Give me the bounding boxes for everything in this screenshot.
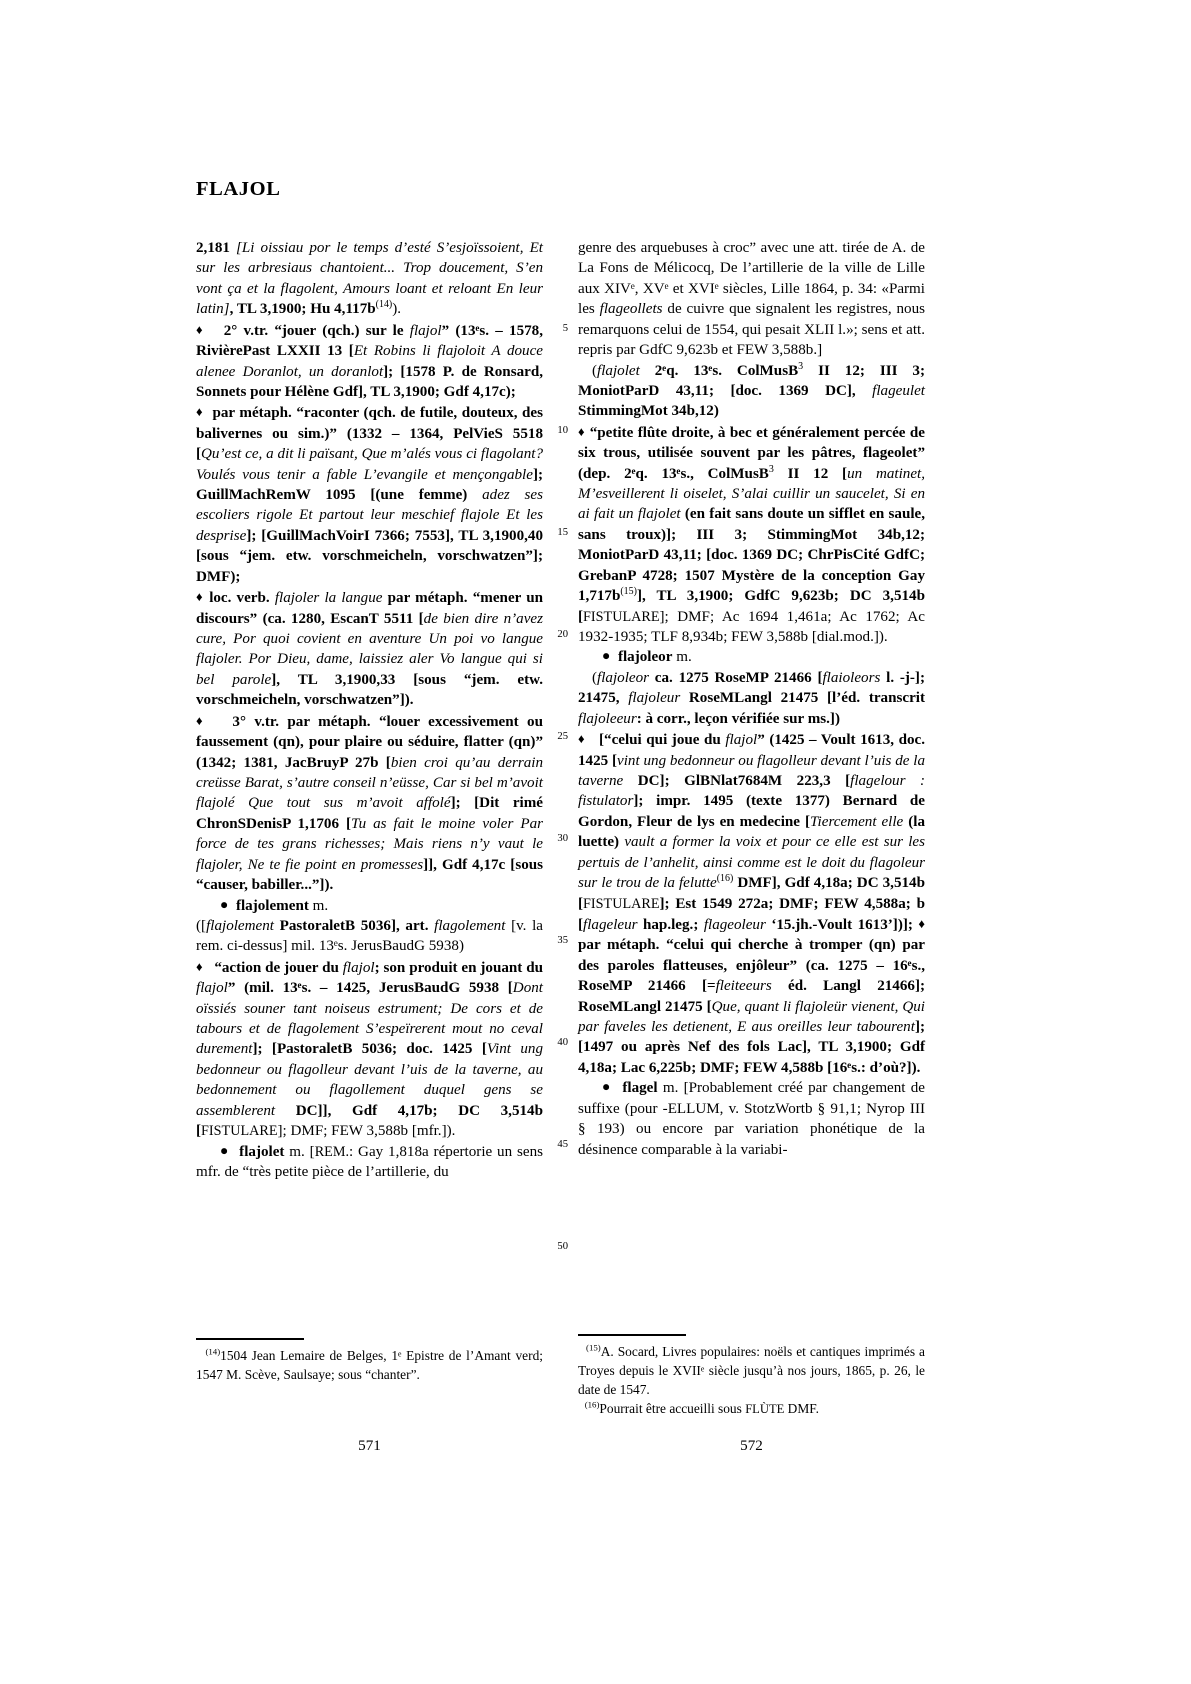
usage-label: par métaph.	[387, 590, 468, 607]
date-range: (mil. 13ᵉs. – 1425, JerusBaudG 5938 [	[244, 980, 513, 997]
paren-open: (	[592, 362, 598, 379]
definition: “action de jouer du	[214, 959, 343, 976]
definition: “louer excessivement ou faussement (qn), pour plaire ou séduire, flatter (qn)”	[196, 713, 543, 751]
diamond-icon: ♦	[196, 589, 205, 605]
remark-continuation	[578, 238, 925, 361]
quotation: de bien dire n’avez cure, Por quoi covient en aventure Un poi vo langue flajoler. Por Dieu, dame, laissiez aler Vo langue qui si bel parole	[196, 610, 543, 688]
footnote-marker: (16)	[584, 1399, 600, 1410]
footnote-marker: (14)	[205, 1346, 221, 1357]
sub-entry-flajolement	[196, 896, 543, 916]
line-number: 45	[557, 1139, 568, 1150]
source-refs: ]], Gdf 4,17c [sous “causer, babiller...”]).	[196, 856, 544, 894]
source-refs: PastoraletB 5036], art.	[273, 917, 435, 934]
bullet-icon: ●	[602, 1080, 612, 1096]
sub-entry-flajoleor	[578, 647, 925, 667]
source-refs: StimmingMot 34b,12)	[578, 403, 719, 420]
usage-label: par métaph.	[578, 937, 660, 954]
quotation: Que, quant li flajoleür vienent, Qui par faveles les detienent, E aus oreilles leur tabourent	[578, 998, 925, 1036]
line-number: 20	[557, 629, 568, 640]
page-title: FLAJOL	[196, 178, 281, 200]
sense-3-entry	[196, 711, 543, 896]
text-column-right	[578, 238, 925, 1160]
diamond-icon: ♦	[196, 404, 204, 420]
source-refs: ]; [GuillMachVoirI 7366; 7553], TL 3,1900,40 [sous “jem. etw. vorschmeicheln, vorschwatzen”]; DMF);	[196, 527, 543, 585]
source-refs: ]; [PastoraletB 5036; doc. 1425 [	[252, 1041, 487, 1058]
footnote-ref-14: (14)	[375, 299, 393, 311]
source-refs: DMF], Gdf 4,18a; DC 3,514b [	[578, 875, 925, 912]
remark-text: : Gay 1,818a répertorie un sens mfr. de “très petite pièce de l’artillerie, du	[196, 1143, 543, 1180]
source-refs: éd. Langl 21466]; RoseMLangl 21475 [	[578, 978, 925, 1015]
date-range: (ca. 1280, EscanT 5511 [	[262, 610, 424, 627]
line-number: 10	[557, 425, 568, 436]
source-refs: ]; GuillMachRemW 1095 [(une femme)	[196, 466, 543, 504]
cross-reference: FLÙTE	[745, 1402, 785, 1417]
sense-2-metaphor	[196, 402, 543, 587]
source-refs: ]; DMF; FEW 3,588b [mfr.]).	[277, 1123, 456, 1140]
flajoleor-forms	[578, 668, 925, 729]
flajolement-forms	[196, 916, 543, 957]
footnote-rule	[578, 1334, 686, 1336]
quotation: Qu’est ce, a dit li païsant, Que m’alés vous ci flagolant? Voulés vous tenir a fable L’evangile et mençongable	[196, 446, 543, 483]
diamond-icon: ♦	[578, 423, 586, 439]
source-refs: ca. 1275 RoseMP 21466 [	[649, 669, 823, 686]
definition: “petite flûte droite, à bec et généralement percée de six trous, utilisée souvent par les pâtres, flageolet”	[578, 424, 925, 462]
source-refs: [v. la rem. ci-dessus] mil. 13ᵉs. JerusBaudG 5938)	[196, 917, 543, 955]
quotation: Tiercement elle	[810, 813, 904, 830]
quotation: flagelour : fistulator	[578, 772, 925, 810]
page-number-right: 572	[740, 1438, 763, 1454]
date-range: (dep. 2ᵉq. 13ᵉs., ColMusB	[578, 465, 769, 482]
line-number: 35	[557, 935, 568, 946]
source-refs-2: ]; DMF; Ac 1694 1,461a; Ac 1762; Ac 1932-1935; TLF 8,934b; FEW 3,588b [dial.mod.]).	[578, 608, 925, 646]
date-range: (1332 – 1364, PelVieS 5518 [	[196, 425, 543, 463]
paragraph-citation-2181	[196, 238, 543, 320]
variant-form: flagolement	[434, 917, 506, 934]
quotation: vint ung bedonneur ou flagolleur devant l’uis de la taverne	[578, 752, 925, 789]
footnote-16	[578, 1399, 925, 1419]
editorial-note: (la luette)	[578, 813, 925, 851]
definition: “mener un discours”	[196, 590, 544, 627]
remark-text: genre des arquebuses à croc” avec une att. tirée de A. de La Fons de Mélicocq, De l’artillerie de la ville de Lille aux XIVᵉ, XVᵉ et XVIᵉ siècles, Lille 1864, p. 34: «Parmi les	[578, 240, 925, 318]
footnote-rule	[196, 1338, 304, 1340]
quotation: bien croi qu’au derrain creüsse Barat, s’autre conseil n’eüsse, Car si bel m’avoit flajolé Que tout sus m’avoit affolé	[196, 754, 543, 812]
source-refs: II 12; III 3; MoniotParD 43,11; [doc. 1369 DC],	[578, 362, 925, 399]
line-number: 40	[557, 1037, 568, 1048]
usage-label: par métaph.	[212, 405, 292, 422]
variant-form: flageoleur	[703, 916, 766, 933]
bracket-open: [	[304, 1143, 315, 1160]
date-range: (1342; 1381, JacBruyP 27b [	[196, 754, 391, 771]
page-number-left: 571	[358, 1438, 381, 1454]
bullet-icon: ●	[220, 1143, 230, 1159]
superscript-ref: 3	[798, 360, 804, 372]
sub-lemma: flagel	[622, 1080, 658, 1097]
definition-close: ”	[227, 980, 236, 997]
footnote-marker: (15)	[586, 1342, 601, 1353]
definition: ; son produit en jouant du	[374, 959, 543, 976]
source-refs: ]; [Dit rimé ChronSDenisP 1,1706 [	[196, 795, 543, 832]
source-refs: DC]], Gdf 4,17b; DC 3,514b [	[196, 1102, 543, 1140]
source-refs: ]; impr. 1495 (texte 1377) Bernard de Gordon, Fleur de lys en medecine [	[578, 793, 925, 830]
footnote-ref-16: (16)	[716, 873, 734, 885]
footnote-text: Pourrait être accueilli sous	[599, 1401, 746, 1417]
diamond-icon: ♦	[578, 731, 586, 747]
quotation: flageollets	[599, 301, 663, 318]
sub-lemma: flajolet	[239, 1143, 285, 1160]
sense-2-entry	[196, 320, 543, 403]
definition: “celui qui cherche à tromper (qn) par des paroles flatteuses, enjôleur”	[578, 937, 925, 974]
source-refs: ]; [1497 ou après Nef des fols Lac], TL 3,1900; Gdf 4,18a; Lac 6,225b; DMF; FEW 4,588b [16ᵉs.: d’où?]).	[578, 1019, 925, 1076]
diamond-icon: ♦	[196, 321, 206, 337]
bullet-icon: ●	[220, 897, 229, 913]
sense-number: 3°	[232, 713, 246, 730]
sub-entry-flagel	[578, 1078, 925, 1160]
variant-form: flageleur	[583, 916, 638, 933]
line-number: 25	[557, 731, 568, 742]
variant-form: flajolement	[206, 917, 274, 934]
reference-number: 2,181	[196, 240, 230, 256]
definition: “jouer (qch.) sur le	[274, 322, 410, 339]
definition-headword: flajol	[342, 959, 375, 976]
source-refs: , TL 3,1900; Hu 4,117b	[229, 301, 376, 318]
source-refs: hap.leg.;	[637, 916, 704, 933]
definition-headword: flajol	[409, 322, 442, 339]
source-refs: 2ᵉq. 13ᵉs. ColMusB	[639, 362, 799, 379]
variant-form: flajoleeur	[578, 710, 637, 727]
footnote-ref-15: (15)	[620, 586, 637, 598]
line-number: 15	[557, 527, 568, 538]
superscript-ref: 3	[768, 463, 774, 475]
footnote-text-2: DMF.	[784, 1401, 819, 1417]
etymology-note: [Probablement créé par changement de suffixe (pour -ELLUM, v. StotzWortb § 91,1; Nyrop III § 193) ou encore par variation phonétique de la désinence comparable à la variabi-	[578, 1080, 925, 1158]
remark-text-2: de cuivre que signalent les registres, nous remarquons celui de 1554, qui pesait XLII l.»; sens et att. repris par GdfC 9,623b et FEW 3,588b.]	[578, 301, 925, 359]
variant-form: flaioleors	[822, 669, 881, 686]
flajolet-forms	[578, 361, 925, 422]
quotation: Tu as fait le moine voler Par force de tes grans richesses; Mais riens n’y vaut le flajoler, Ne te fie point en promesses	[196, 815, 543, 873]
diamond-icon: ♦	[918, 915, 925, 931]
quotation: un matinet, M’esveillerent li oiselet, S’alai cuillir un saucelet, Si en ai fait un flajolet	[578, 465, 925, 523]
gender: m.	[289, 1143, 305, 1160]
sense-number: 2°	[223, 322, 238, 339]
date-range: (ca. 1275 – 16ᵉs., RoseMP 21466 [=	[578, 957, 925, 995]
diamond-icon: ♦	[196, 958, 203, 974]
definition-close: ”	[441, 322, 450, 339]
gender: m.	[662, 1080, 679, 1097]
source-refs: ]; Est 1549 272a; DMF; FEW 4,588a; b [	[578, 895, 925, 933]
quotation: Et Robins li flajoloit A douce alenee Doranlot, un doranlot	[196, 343, 543, 380]
latin-etymon: FISTULARE	[583, 895, 660, 912]
quotation: Vint ung bedonneur ou flagolleur devant l’uis de la taverne, au bedonnement ou flagollement duquel gens se assemblerent	[196, 1041, 543, 1119]
date-range: (13ᵉs. – 1578, RivièrePast LXXII 13 [	[196, 322, 543, 360]
date-range-2: II 12 [	[773, 465, 848, 482]
gender: m.	[676, 649, 692, 666]
line-number: 30	[557, 833, 568, 844]
latin-etymon: FISTULARE	[583, 608, 660, 625]
text-column-left	[196, 238, 543, 1182]
locution-phrase: flajoler la langue	[274, 590, 383, 607]
remark-label: REM.	[314, 1143, 349, 1160]
paren-close: ).	[392, 301, 402, 318]
footnote-text: 1504 Jean Lemaire de Belges, 1ᵉ Epistre de l’Amant verd; 1547 M. Scève, Saulsaye; sous “chanter”.	[196, 1347, 544, 1382]
editorial-note: (en fait sans doute un sifflet en saule, sans troux)]; III 3; StimmingMot 34b,12; MoniotParD 43,11; [doc. 1369 DC; ChrPisCité GdfC; GrebanP 4728; 1507 Mystère de la conception Gay 1,717b	[578, 506, 926, 605]
sub-lemma: flajolement	[235, 897, 309, 914]
footnote-text: A. Socard, Livres populaires: noëls et cantiques imprimés a Troyes depuis le XVIIᵉ siècle jusqu’à nos jours, 1865, p. 26, le date de 1547.	[578, 1343, 925, 1397]
definition-close: ”	[757, 732, 765, 749]
latin-etymon: FISTULARE	[201, 1123, 278, 1140]
part-of-speech: v.tr.	[243, 322, 269, 339]
flajolement-sense	[196, 957, 543, 1142]
quotation: Dont oïssiés souner tant noiseus estrument; De cors et de tabours et de flagolement S’espeïrerent mout no ceval durement	[196, 980, 543, 1058]
quotation: adez ses escoliers rigole Et partout leur meschief flajole Et les desprise	[196, 487, 543, 544]
footnote-area-right	[578, 1334, 925, 1419]
definition-headword: flajol	[725, 732, 758, 749]
source-refs: ], TL 3,1900,33 [sous “jem. etw. vorschmeicheln, vorschwatzen”]).	[196, 671, 544, 709]
diamond-icon: ♦	[196, 712, 208, 728]
quotation: fleiteeurs	[715, 978, 772, 995]
source-refs: DC]; GlBNlat7684M 223,3 [	[623, 772, 851, 789]
definition: “raconter (qch. de futile, douteux, des balivernes ou sim.)”	[196, 405, 544, 442]
source-refs: ], TL 3,1900; GdfC 9,623b; DC 3,514b [	[578, 588, 925, 625]
quotation: vault a former la voix et pour ce elle est sur les pertuis de l’anhelit, ainsi comme est le doit du flagoleur sur le trou de la felutte	[578, 834, 926, 892]
locution-verbale	[196, 587, 543, 711]
bullet-icon: ●	[602, 649, 611, 665]
flajolet-sense-flute	[578, 422, 925, 648]
definition: [“celui qui joue du	[599, 732, 726, 749]
source-refs: : à corr., leçon vérifiée sur ms.])	[636, 710, 840, 727]
sub-lemma: flajoleor	[617, 649, 673, 666]
footnote-area-left	[196, 1338, 543, 1384]
gender: m.	[312, 897, 329, 914]
part-of-speech: v.tr. par métaph.	[254, 713, 371, 730]
source-refs: l. -j-]; 21475,	[578, 669, 925, 707]
paren-open: ([	[196, 917, 207, 934]
flajoleor-sense	[578, 729, 925, 1078]
variant-form: flajoleor	[597, 669, 650, 686]
variant-form: flageulet	[872, 382, 925, 399]
line-number: 50	[557, 1241, 568, 1252]
usage-label: loc. verb.	[209, 590, 270, 607]
date-range: (1425 – Voult 1613, doc. 1425 [	[578, 732, 925, 769]
footnote-15	[578, 1342, 925, 1400]
source-refs: ‘15.jh.-Voult 1613’])];	[765, 916, 913, 933]
source-refs: ]; [1578 P. de Ronsard, Sonnets pour Hélène Gdf], TL 3,1900; Gdf 4,17c);	[196, 363, 543, 400]
line-number: 5	[562, 323, 568, 334]
sub-entry-flajolet	[196, 1142, 543, 1183]
definition-headword: flajol	[196, 980, 228, 997]
footnote-14	[196, 1346, 543, 1384]
variant-form: flajolet	[597, 362, 640, 379]
variant-form: flajoleur	[628, 690, 681, 707]
paren-open: (	[592, 669, 598, 686]
quotation: [Li oissiau por le temps d’esté S’esjoïssoient, Et sur les arbresiaus chantoient... Trop doucement, S’en vont ça et la flagolent, Amours loant et reloant En leur latin]	[196, 240, 543, 318]
source-refs: RoseMLangl 21475 [l’éd. transcrit	[680, 690, 925, 707]
